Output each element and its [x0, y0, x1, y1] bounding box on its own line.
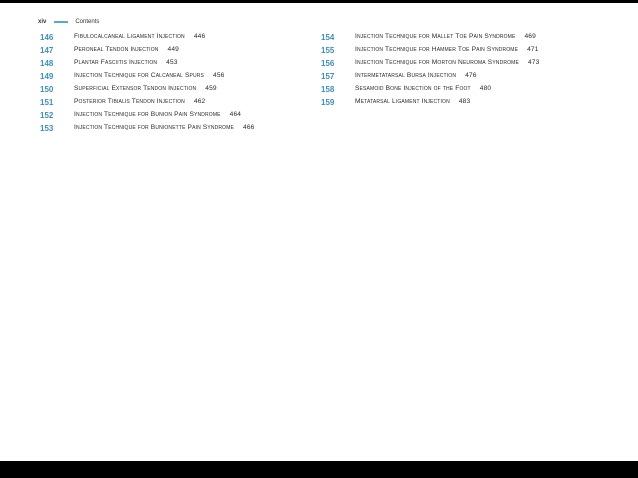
- chapter-page: 480: [479, 85, 492, 92]
- chapter-title: Superficial Extensor Tendon Injection: [74, 85, 197, 92]
- chapter-number: 159: [321, 98, 335, 107]
- toc-entry: [40, 111, 302, 120]
- chapter-title: Metatarsal Ligament Injection: [355, 98, 450, 105]
- chapter-title: Fibulocalcaneal Ligament Injection: [74, 33, 185, 40]
- toc-entry: [40, 72, 302, 81]
- toc-entry: [40, 124, 302, 133]
- chapter-number: 156: [321, 59, 335, 68]
- chapter-number: 149: [40, 72, 54, 81]
- toc-entry: [321, 59, 573, 68]
- chapter-page: 476: [465, 72, 477, 79]
- chapter-title: Peroneal Tendon Injection: [74, 46, 159, 53]
- chapter-page: 471: [527, 46, 539, 53]
- bottom-bar: [0, 461, 638, 478]
- toc-entry: [40, 59, 302, 68]
- chapter-title-line: [74, 72, 225, 80]
- chapter-title: Injection Technique for Bunionette Pain Syndrome: [74, 124, 235, 131]
- chapter-title-line: [74, 46, 179, 54]
- chapter-page: 483: [458, 98, 471, 105]
- chapter-title: Sesamoid Bone Injection of the Foot: [355, 85, 471, 92]
- header-rule: [54, 21, 68, 23]
- toc-left-column: [40, 33, 302, 137]
- chapter-number: 148: [40, 59, 54, 68]
- toc-entry: [321, 46, 573, 55]
- section-title: Contents: [75, 19, 100, 25]
- chapter-title: Injection Technique for Hammer Toe Pain Syndrome: [355, 46, 519, 53]
- chapter-title-line: [74, 98, 205, 106]
- chapter-page: 449: [167, 46, 179, 53]
- chapter-title-line: [355, 33, 536, 41]
- chapter-page: 466: [243, 124, 255, 131]
- toc-entry: [40, 98, 302, 107]
- chapter-title-line: [355, 46, 539, 54]
- running-header: [38, 17, 99, 27]
- toc-entry: [321, 33, 573, 42]
- chapter-number: 147: [40, 46, 54, 55]
- chapter-title: Injection Technique for Bunion Pain Syndrome: [74, 111, 221, 118]
- chapter-number: 158: [321, 85, 335, 94]
- toc-entry: [321, 98, 573, 107]
- chapter-title: Plantar Fasciitis Injection: [74, 59, 158, 66]
- chapter-page: 453: [166, 59, 178, 66]
- chapter-title-line: [355, 85, 491, 93]
- chapter-page: 456: [213, 72, 225, 79]
- chapter-title: Injection Technique for Mallet Toe Pain Syndrome: [355, 33, 516, 40]
- chapter-title-line: [74, 124, 254, 132]
- chapter-title: Injection Technique for Morton Neuroma Syndrome: [355, 59, 519, 66]
- document-page: [0, 3, 638, 461]
- chapter-title-line: [355, 72, 477, 80]
- chapter-title-line: [355, 98, 470, 106]
- toc-entry: [321, 72, 573, 81]
- page-number: xiv: [38, 19, 47, 25]
- chapter-number: 153: [40, 124, 54, 133]
- chapter-title-line: [74, 111, 241, 119]
- chapter-page: 446: [193, 33, 206, 40]
- toc-entry: [40, 33, 302, 42]
- chapter-page: 469: [524, 33, 536, 40]
- chapter-page: 464: [229, 111, 242, 118]
- chapter-number: 157: [321, 72, 335, 81]
- chapter-title: Posterior Tibialis Tendon Injection: [74, 98, 185, 105]
- chapter-title-line: [74, 33, 205, 41]
- toc-entry: [321, 85, 573, 94]
- chapter-number: 152: [40, 111, 54, 120]
- chapter-number: 151: [40, 98, 54, 107]
- chapter-title: Intermetatarsal Bursa Injection: [355, 72, 457, 79]
- chapter-number: 150: [40, 85, 54, 94]
- chapter-page: 459: [205, 85, 217, 92]
- toc-right-column: [321, 33, 573, 111]
- chapter-title: Injection Technique for Calcaneal Spurs: [74, 72, 205, 79]
- toc-entry: [40, 85, 302, 94]
- toc-entry: [40, 46, 302, 55]
- chapter-title-line: [74, 85, 217, 93]
- chapter-number: 154: [321, 33, 335, 42]
- chapter-number: 146: [40, 33, 54, 42]
- chapter-title-line: [74, 59, 178, 67]
- chapter-number: 155: [321, 46, 335, 55]
- chapter-title-line: [355, 59, 539, 67]
- chapter-page: 462: [193, 98, 206, 105]
- chapter-page: 473: [527, 59, 540, 66]
